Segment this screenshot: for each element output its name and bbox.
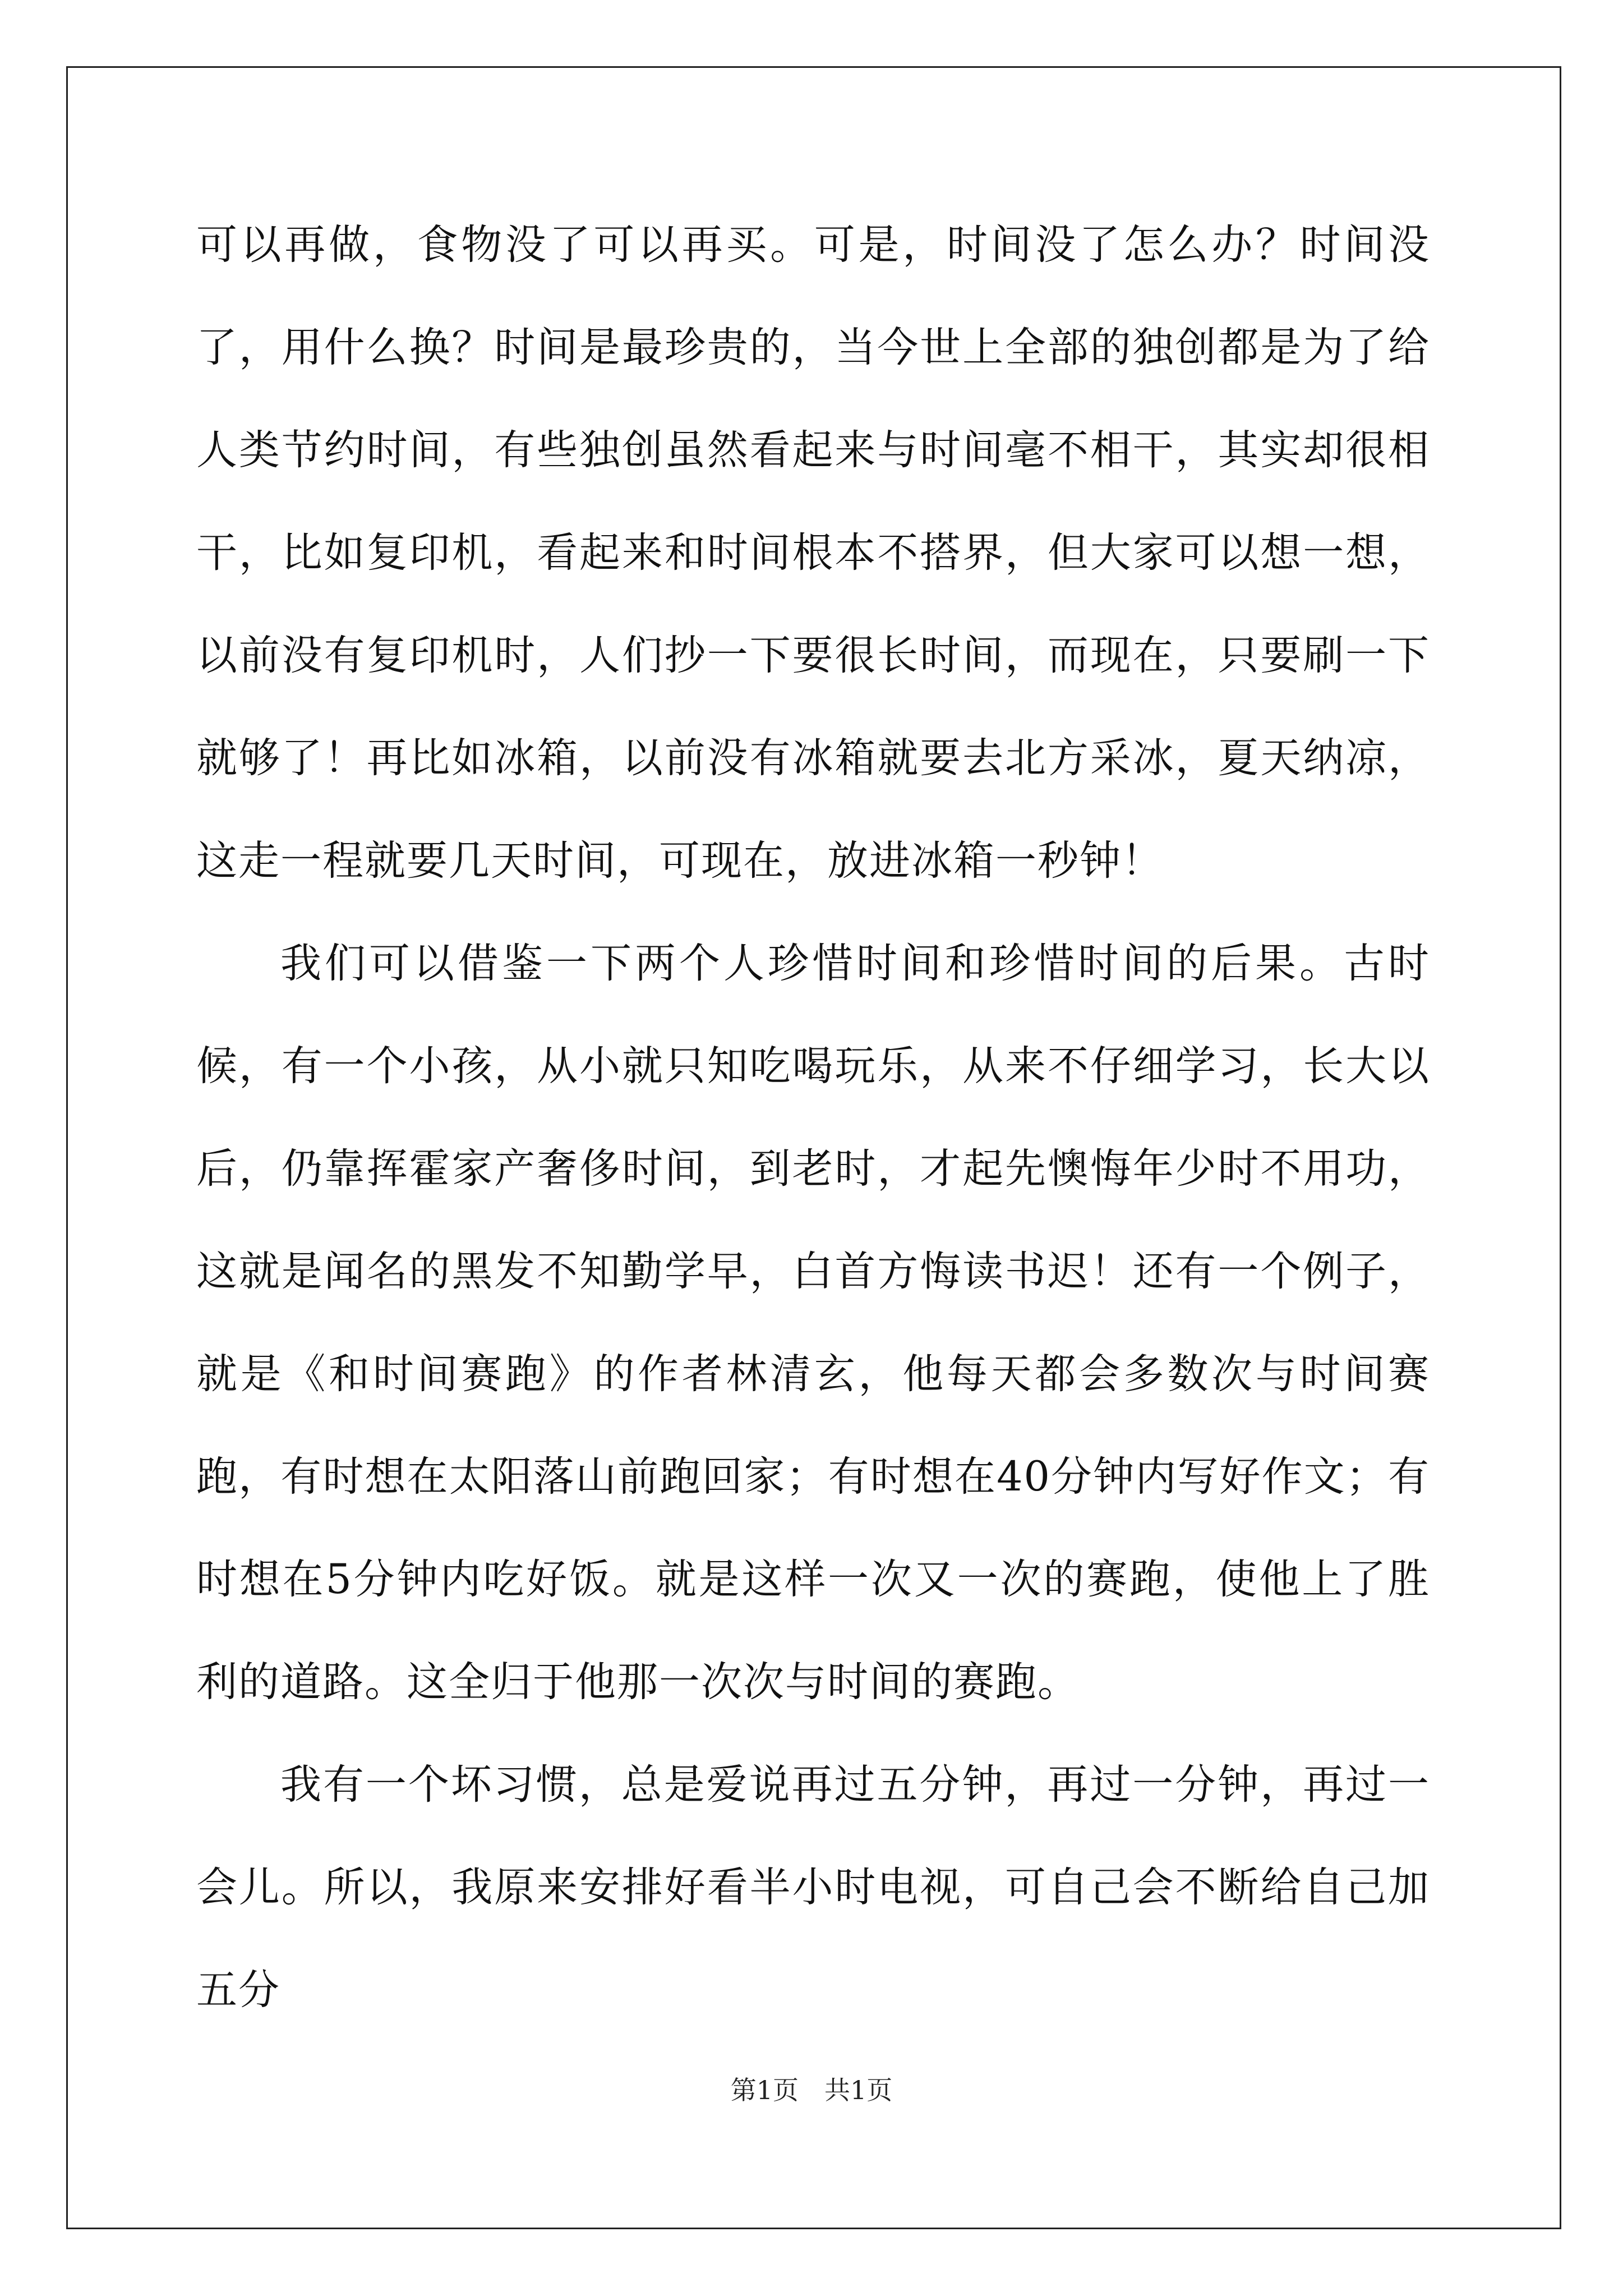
paragraph-2: 我们可以借鉴一下两个人珍惜时间和珍惜时间的后果。古时候，有一个小孩，从小就只知吃喝玩乐，从来不仔细学习，长大以后，仍靠挥霍家产奢侈时间，到老时，才起先懊悔年少时不用功，这就是闻名的黑发不知勤学早，白首方悔读书迟！还有一个例子，就是《和时间赛跑》的作者林清玄，他每天都会多数次与时间赛跑，有时想在太阳落山前跑回家；有时想在40分钟内写好作文；有时想在5分钟内吃好饭。就是这样一次又一次的赛跑，使他上了胜利的道路。这全归于他那一次次与时间的赛跑。 [196, 940, 1430, 1706]
page-footer: 第1页 共1页 [730, 2075, 893, 2105]
document-body [196, 194, 1430, 2041]
paragraph-1: 可以再做，食物没了可以再买。可是，时间没了怎么办？时间没了，用什么换？时间是最珍贵的，当今世上全部的独创都是为了给人类节约时间，有些独创虽然看起来与时间毫不相干，其实却很相干，比如复印机，看起来和时间根本不搭界，但大家可以想一想，以前没有复印机时，人们抄一下要很长时间，而现在，只要刷一下就够了！再比如冰箱，以前没有冰箱就要去北方采冰，夏天纳凉，这走一程就要几天时间，可现在，放进冰箱一秒钟！ [196, 221, 1430, 885]
paragraph-3: 我有一个坏习惯，总是爱说再过五分钟，再过一分钟，再过一会儿。所以，我原来安排好看半小时电视，可自己会不断给自己加五分 [196, 1761, 1430, 2014]
